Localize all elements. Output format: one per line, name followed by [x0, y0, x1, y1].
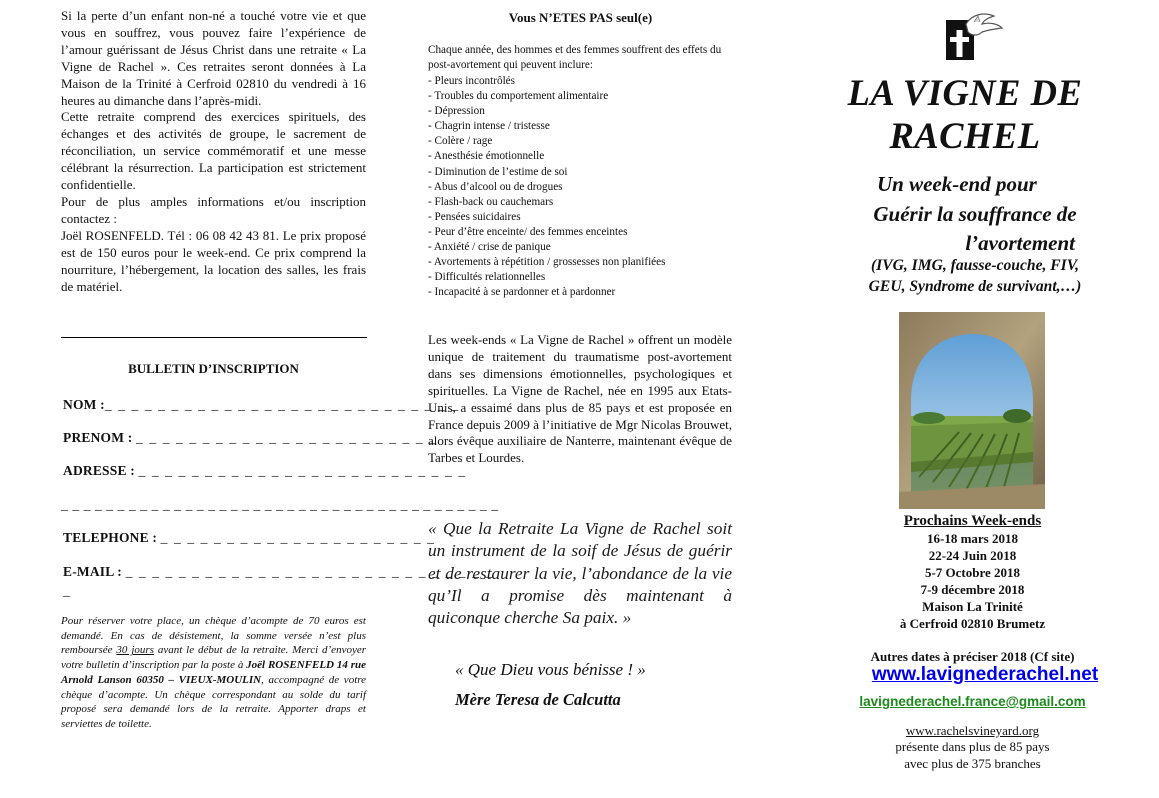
- adresse-field[interactable]: [63, 463, 467, 479]
- adresse-blank-2[interactable]: _ _ _ _ _ _ _ _ _ _ _ _ _ _ _ _ _ _ _ _ _ _ _ _ _ _ _ _ _ _ _ _ _ _ _ _ _ _ _: [61, 497, 499, 512]
- nom-blank[interactable]: _ _ _ _ _ _ _ _ _ _ _ _ _ _ _ _ _ _ _ _ _ _ _ _ _ _ _: [104, 397, 460, 412]
- telephone-field[interactable]: [63, 530, 436, 546]
- other-dates-note: Autres dates à préciser 2018 (Cf site): [870, 649, 1075, 664]
- dove-cross-icon: [944, 10, 1004, 62]
- prenom-blank[interactable]: _ _ _ _ _ _ _ _ _ _ _ _ _ _ _ _ _ _ _ _ _ _ _: [136, 430, 438, 445]
- weekend-date: 5-7 Octobre 2018: [924, 564, 1021, 580]
- dates-list: [820, 531, 1125, 632]
- effect-item: - Anesthésie émotionnelle: [428, 150, 545, 163]
- not-alone-heading: Vous N’ETES PAS seul(e): [508, 10, 653, 25]
- intro-paragraph: Cette retraite comprend des exercices spirituels, des échanges et des activités de groupe, le sacrement de réconciliation, un service commémoratif et une messe célébrant la résurrection. La participation est strictement confidentielle.: [61, 109, 366, 193]
- effect-item: - Colère / rage: [428, 135, 493, 148]
- email-blank-2: _: [63, 583, 72, 598]
- effect-item: - Flash-back ou cauchemars: [428, 195, 554, 208]
- adresse-blank[interactable]: _ _ _ _ _ _ _ _ _ _ _ _ _ _ _ _ _ _ _ _ _ _ _ _ _: [138, 463, 467, 478]
- prenom-label: PRENOM :: [63, 430, 133, 445]
- presence-info: présente dans plus de 85 pays avec plus de 375 branches: [895, 739, 1050, 771]
- intro-text: [61, 8, 366, 295]
- intro-paragraph: Si la perte d’un enfant non-né a touché votre vie et que vous en souffrez, vous pouvez faire l’expérience de l’amour guérissant de Jésus Christ dans une retraite « La Vigne de Rachel ». Ces retraites seront données à La Maison de la Trinité à Cerfroid 02810 du vendredi à 16 heures au dimanche dans l’après-midi.: [61, 8, 366, 108]
- contact-paragraph: Joël ROSENFELD. Tél : 06 08 42 43 81. Le prix proposé est de 150 euros pour le week-end. Ce prix comprend la nourriture, l’hébergement, la location des salles, les frais de matériel.: [61, 227, 366, 294]
- effect-item: - Avortements à répétition / grossesses non planifiées: [428, 256, 666, 269]
- weekends-description: Les week-ends « La Vigne de Rachel » offrent un modèle unique de traitement du traumatisme post-avortement dans ses dimensions émotionnelles, psychologiques et spirituelles. La Vigne de Rachel, née en 1995 aux Etats-Unis, a essaimé dans plus de 85 pays et est proposée en France depuis 2009 à l’initiative de Mgr Nicolas Brouwet, alors évêque auxiliaire de Nanterre, maintenant évêque de Tarbes et Lourdes.: [428, 332, 732, 466]
- quote-signature: Mère Teresa de Calcutta: [455, 690, 621, 709]
- postal-address: Joël ROSENFELD 14 rue Arnold Lanson 60350 – VIEUX-MOULIN: [61, 659, 366, 686]
- effects-list: [428, 74, 733, 300]
- email-field-continuation: [63, 583, 71, 599]
- effect-item: - Diminution de l’estime de soi: [428, 165, 568, 178]
- adresse-label: ADRESSE :: [63, 463, 135, 478]
- next-weekends-heading: Prochains Week-ends: [903, 513, 1042, 529]
- email-label: E-MAIL :: [63, 564, 122, 579]
- refund-deadline: 30 jours: [116, 644, 154, 657]
- adresse-line-2[interactable]: [61, 497, 499, 513]
- weekend-date: Maison La Trinité: [922, 598, 1023, 614]
- effect-item: - Abus d’alcool ou de drogues: [428, 180, 563, 193]
- weekend-date: 7-9 décembre 2018: [920, 581, 1025, 597]
- weekend-date: à Cerfroid 02810 Brumetz: [899, 615, 1046, 631]
- email-link[interactable]: lavignederachel.france@gmail.com: [859, 694, 1086, 709]
- reservation-note: Pour réserver votre place, un chèque d’acompte de 70 euros est demandé. En cas de désistement, la somme versée n’est plus remboursée 30 jours avant le début de la retraite. Merci d’envoyer votre bulletin d’inscription par la poste à Joël ROSENFELD 14 rue Arnold Lanson 60350 – VIEUX-MOULIN, accompagné de votre chèque d’acompte. Un chèque correspondant au solde du tarif proposé sera demandé lors de la retraite. Apporter draps et serviettes de toilette.: [61, 615, 366, 730]
- email-blank[interactable]: _ _ _ _ _ _ _ _ _ _ _ _ _ _ _ _ _ _ _ _ _ _ _ _ _ _ _ _: [125, 564, 494, 579]
- bulletin-title: BULLETIN D’INSCRIPTION: [128, 361, 299, 376]
- effect-item: - Troubles du comportement alimentaire: [428, 90, 609, 103]
- effect-item: - Dépression: [428, 105, 485, 118]
- effect-item: - Peur d’être enceinte/ des femmes enceintes: [428, 225, 628, 238]
- effects-intro: Chaque année, des hommes et des femmes souffrent des effets du post-avortement qui peuvent inclure:: [428, 44, 722, 72]
- subtitle-detail: (IVG, IMG, fausse-couche, FIV, GEU, Syndrome de survivant,…): [868, 257, 1082, 295]
- mother-teresa-quote: « Que la Retraite La Vigne de Rachel soit un instrument de la soif de Jésus de guérir et de restaurer la vie, l’abondance de la vie qu’Il a promise dès maintenant à quiconque cherche Sa paix. »: [428, 519, 732, 628]
- effect-item: - Difficultés relationnelles: [428, 271, 546, 284]
- international-site-link[interactable]: www.rachelsvineyard.org: [905, 723, 1040, 738]
- website-link[interactable]: www.lavignederachel.net: [871, 664, 1099, 685]
- effect-item: - Pensées suicidaires: [428, 210, 521, 223]
- blessing-quote: « Que Dieu vous bénisse ! »: [455, 660, 646, 679]
- intro-paragraph: Pour de plus amples informations et/ou inscription contactez :: [61, 193, 366, 226]
- telephone-blank[interactable]: _ _ _ _ _ _ _ _ _ _ _ _ _ _ _ _ _ _ _ _ _: [160, 530, 436, 545]
- nom-field[interactable]: [63, 397, 460, 413]
- effect-item: - Anxiété / crise de panique: [428, 241, 551, 254]
- section-divider: [61, 337, 367, 338]
- prenom-field[interactable]: [63, 430, 438, 446]
- effect-item: - Pleurs incontrôlés: [428, 75, 515, 87]
- effect-item: - Incapacité à se pardonner et à pardonner: [428, 286, 616, 299]
- brochure-title: LA VIGNE DE RACHEL: [847, 72, 1083, 156]
- brochure-subtitle: Un week-end pour Guérir la souffrance de l’avortement: [873, 172, 1077, 255]
- effect-item: - Chagrin intense / tristesse: [428, 120, 550, 133]
- weekend-date: 22-24 Juin 2018: [928, 547, 1017, 563]
- telephone-label: TELEPHONE :: [63, 530, 158, 545]
- window-vineyard-photo: [899, 312, 1045, 509]
- nom-label: NOM :: [63, 397, 105, 412]
- weekend-date: 16-18 mars 2018: [927, 531, 1018, 546]
